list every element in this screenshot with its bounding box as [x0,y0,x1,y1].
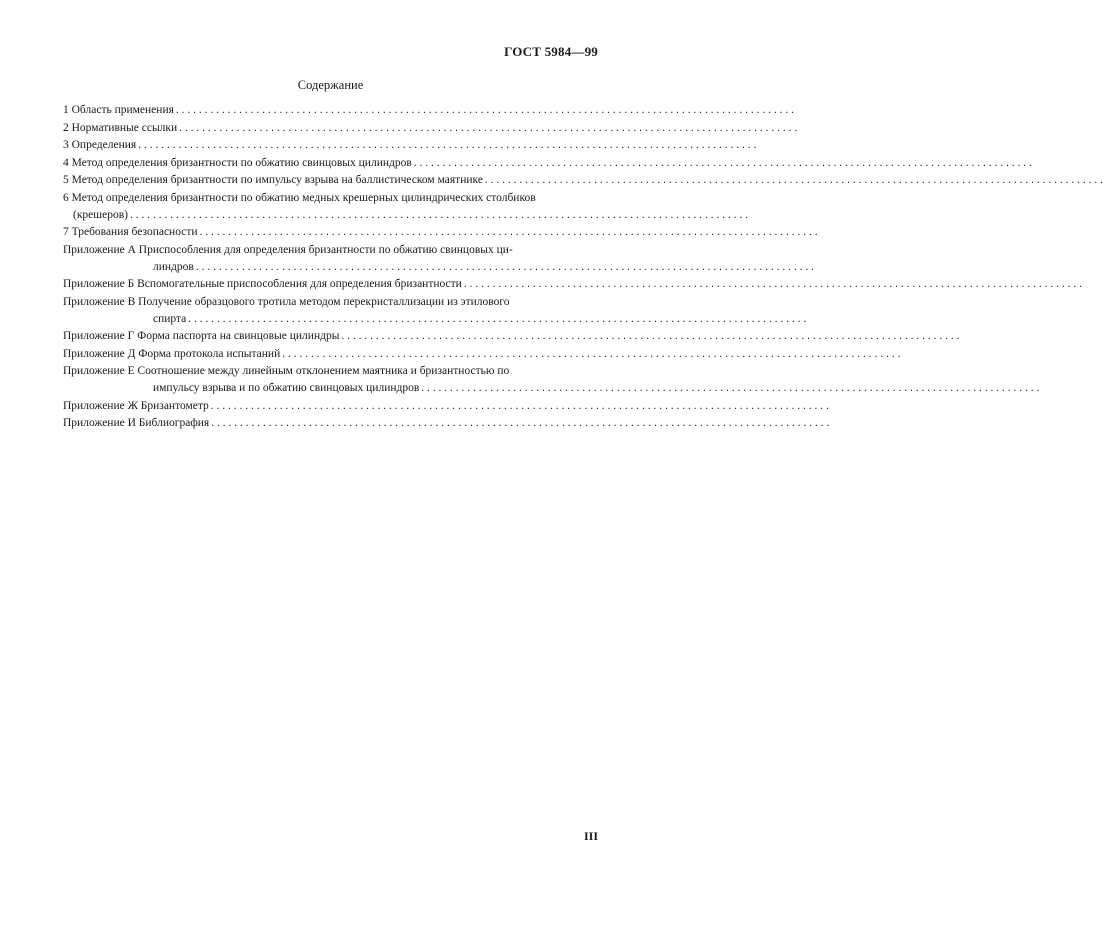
toc-entry-appendix-zh[interactable] [63,398,575,415]
toc-entry-2[interactable] [63,120,575,137]
dot-leader [462,276,1082,293]
toc-entry-text: 6 Метод определения бризантности по обжатию медных крешерных цилиндрических столбиков [63,191,536,204]
toc-entry-1[interactable] [63,102,575,119]
toc-entry-text: Приложение А Приспособления для определения бризантности по обжатию свинцовых ци- [63,243,513,256]
toc-entry-text: 4 Метод определения бризантности по обжатию свинцовых цилиндров [63,156,412,169]
dot-leader [419,380,1039,397]
dot-leader [280,346,900,363]
toc-entry-text-continued: линдров [153,260,194,273]
toc-entry-text: Приложение Б Вспомогательные приспособления для определения бризантности [63,278,462,290]
standard-code: ГОСТ 5984—99 [504,44,598,59]
toc-entry-4[interactable] [63,155,575,172]
toc-entry-text: 3 Определения [63,139,137,151]
toc-entry-3[interactable] [63,137,575,154]
dot-leader [412,155,1032,172]
toc-entry-text-continued: спирта [153,312,187,325]
page-number: III [583,829,598,843]
toc-entry-text-continued: импульсу взрыва и по обжатию свинцовых цилиндров [153,382,420,394]
toc-title: Содержание [297,78,364,92]
toc-entry-text: 2 Нормативные ссылки [63,121,178,134]
dot-leader [209,415,829,432]
toc-entry-text: Приложение И Библиография [63,417,210,429]
toc-entry-appendix-e[interactable] [63,363,575,397]
toc-entry-text: Приложение В Получение образцового тротила методом перекристаллизации из этилового [63,295,510,308]
toc-entry-6[interactable] [63,190,575,224]
toc-entry-appendix-v[interactable] [63,294,575,328]
dot-leader [177,120,797,137]
toc-entry-text: 1 Область применения [63,104,174,116]
dot-leader [198,224,818,241]
toc-entry-appendix-d[interactable] [63,346,575,363]
toc-entry-5[interactable] [63,172,575,189]
dot-leader [136,137,756,154]
toc-entry-text: Приложение Д Форма протокола испытаний [63,347,281,360]
toc-entry-text-continued: (крешеров) [73,208,128,221]
toc-entry-appendix-a[interactable] [63,242,575,276]
dot-leader [339,328,959,345]
toc-entry-text: 7 Требования безопасности [63,226,198,238]
toc-entry-appendix-b[interactable] [63,276,575,293]
toc-entry-text: Приложение Е Соотношение между линейным отклонением маятника и бризантностью по [63,365,510,377]
toc-entry-7[interactable] [63,224,575,241]
toc-entry-text: 5 Метод определения бризантности по импульсу взрыва на баллистическом маятнике [63,174,483,186]
dot-leader [128,207,748,224]
toc-entry-appendix-g[interactable] [63,328,575,345]
toc-entry-text: Приложение Г Форма паспорта на свинцовые цилиндры [63,330,340,342]
dot-leader [194,259,814,276]
dot-leader [174,102,794,119]
toc-entry-text: Приложение Ж Бризантометр [63,399,209,412]
toc-entry-appendix-i[interactable] [63,415,575,432]
dot-leader [186,311,806,328]
table-of-contents [63,102,575,433]
dot-leader [483,172,1103,189]
dot-leader [209,398,829,415]
